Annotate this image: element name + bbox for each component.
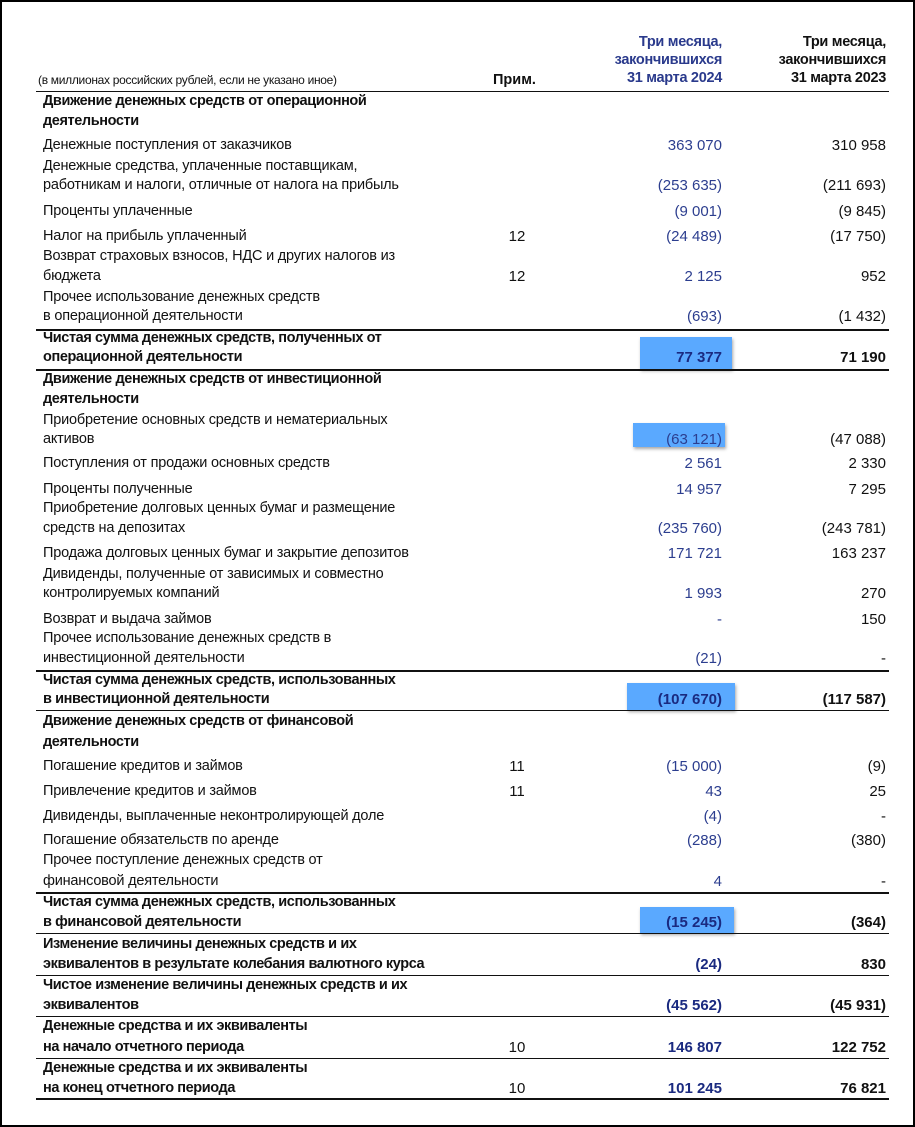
- row-label-line1: Денежные средства, уплаченные поставщикам,: [43, 158, 358, 174]
- value-2024: (15 245): [666, 914, 722, 931]
- value-2024: (253 635): [657, 177, 722, 194]
- row-label-line1: Погашение обязательств по аренде: [43, 832, 279, 848]
- value-2023: 310 958: [831, 137, 886, 154]
- value-2023: 76 821: [840, 1080, 886, 1097]
- row-label-line1: Проценты уплаченные: [43, 203, 193, 219]
- value-2023: (17 750): [830, 228, 886, 245]
- column-header-2024: [615, 33, 722, 87]
- row-label-line1: Чистая сумма денежных средств, использованных: [43, 894, 396, 910]
- row-label-line2: средств на депозитах: [43, 520, 186, 536]
- value-2024: (235 760): [657, 520, 722, 537]
- row-label-line2: бюджета: [43, 268, 101, 284]
- value-2024: (4): [703, 808, 722, 825]
- col-2024-line3: 31 марта 2024: [627, 70, 722, 86]
- value-2023: 71 190: [840, 349, 886, 366]
- row-label-line2: активов: [43, 431, 95, 447]
- value-2023: 2 330: [848, 455, 886, 472]
- value-2024: (63 121): [666, 431, 722, 448]
- row-rule: [36, 975, 889, 976]
- value-2023: (9): [867, 758, 886, 775]
- value-2024: 2 561: [684, 455, 722, 472]
- row-label-line1: Приобретение основных средств и нематериальных: [43, 412, 388, 428]
- note-column-header: Прим.: [493, 72, 536, 88]
- row-rule: [36, 1058, 889, 1059]
- col-2023-line1: Три месяца,: [802, 34, 886, 50]
- units-note: (в миллионах российских рублей, если не указано иное): [38, 73, 337, 87]
- row-label-line2: на начало отчетного периода: [43, 1039, 244, 1055]
- value-2024: (693): [686, 308, 722, 325]
- row-label-line1: Погашение кредитов и займов: [43, 758, 243, 774]
- value-2023: (243 781): [821, 520, 886, 537]
- value-2024: 14 957: [676, 481, 722, 498]
- note-ref: 11: [509, 758, 525, 775]
- row-rule: [36, 1016, 889, 1017]
- row-label-line1: Поступления от продажи основных средств: [43, 455, 330, 471]
- value-2023: (47 088): [830, 431, 886, 448]
- value-2024: 2 125: [684, 268, 722, 285]
- header-rule: [36, 91, 889, 92]
- row-label-line2: в инвестиционной деятельности: [43, 691, 270, 707]
- row-label-line1: Дивиденды, полученные от зависимых и совместно: [43, 566, 384, 582]
- row-label-line1: Чистая сумма денежных средств, полученных от: [43, 330, 382, 346]
- value-2024: (21): [695, 650, 722, 667]
- row-label-line1: Чистая сумма денежных средств, использованных: [43, 672, 396, 688]
- row-label-line2: деятельности: [43, 734, 139, 750]
- value-2023: (211 693): [822, 177, 886, 194]
- row-label-line1: Возврат страховых взносов, НДС и других налогов из: [43, 248, 395, 264]
- value-2024: 1 993: [684, 585, 722, 602]
- value-2023: -: [881, 808, 886, 825]
- value-2024: (107 670): [657, 691, 722, 708]
- value-2024: (24): [695, 956, 722, 973]
- row-label-line1: Налог на прибыль уплаченный: [43, 228, 247, 244]
- row-label-line2: контролируемых компаний: [43, 585, 220, 601]
- row-label-line1: Прочее использование денежных средств: [43, 289, 320, 305]
- row-label-line2: деятельности: [43, 391, 139, 407]
- row-label-line2: в финансовой деятельности: [43, 914, 242, 930]
- row-label-line2: операционной деятельности: [43, 349, 243, 365]
- row-rule: [36, 710, 889, 711]
- value-2023: 163 237: [831, 545, 886, 562]
- row-label-line1: Приобретение долговых ценных бумаг и размещение: [43, 500, 396, 516]
- row-rule: [36, 933, 889, 934]
- row-label-line1: Движение денежных средств от инвестиционной: [43, 371, 382, 387]
- value-2023: 122 752: [831, 1039, 886, 1056]
- value-2023: 25: [869, 783, 886, 800]
- note-ref: 12: [508, 268, 526, 285]
- value-2023: (9 845): [838, 203, 886, 220]
- value-2023: (45 931): [830, 997, 886, 1014]
- value-2024: 43: [705, 783, 722, 800]
- row-label-line1: Проценты полученные: [43, 481, 193, 497]
- value-2023: -: [881, 873, 886, 890]
- value-2024: (288): [686, 832, 722, 849]
- value-2023: 270: [860, 585, 886, 602]
- row-label-line2: финансовой деятельности: [43, 873, 219, 889]
- row-label-line1: Привлечение кредитов и займов: [43, 783, 257, 799]
- value-2024: (45 562): [666, 997, 722, 1014]
- row-label-line1: Продажа долговых ценных бумаг и закрытие депозитов: [43, 545, 409, 561]
- value-2023: (1 432): [838, 308, 886, 325]
- value-2024: 4: [713, 873, 722, 890]
- row-label-line1: Денежные средства и их эквиваленты: [43, 1060, 308, 1076]
- row-rule: [36, 1098, 889, 1100]
- row-label-line1: Изменение величины денежных средств и их: [43, 936, 357, 952]
- col-2024-line1: Три месяца,: [638, 34, 722, 50]
- col-2024-line2: закончившихся: [614, 52, 722, 68]
- row-label-line1: Чистое изменение величины денежных средств и их: [43, 977, 408, 993]
- row-label-line2: в операционной деятельности: [43, 308, 243, 324]
- value-2023: (364): [850, 914, 886, 931]
- row-label-line2: работникам и налоги, отличные от налога на прибыль: [43, 177, 399, 193]
- value-2024: 77 377: [676, 349, 722, 366]
- row-label-line2: эквивалентов: [43, 997, 139, 1013]
- row-label-line1: Прочее поступление денежных средств от: [43, 852, 323, 868]
- value-2024: (9 001): [674, 203, 722, 220]
- value-2023: (380): [850, 832, 886, 849]
- row-label-line1: Прочее использование денежных средств в: [43, 630, 332, 646]
- value-2023: (117 587): [822, 691, 886, 708]
- value-2023: 830: [860, 956, 886, 973]
- value-2024: 171 721: [667, 545, 722, 562]
- column-header-2023: [779, 33, 886, 87]
- row-label-line2: на конец отчетного периода: [43, 1080, 236, 1096]
- note-ref: 10: [508, 1039, 526, 1056]
- row-label-line1: Денежные поступления от заказчиков: [43, 137, 292, 153]
- value-2023: -: [881, 650, 886, 667]
- value-2024: 363 070: [667, 137, 722, 154]
- value-2023: 150: [860, 611, 886, 628]
- row-label-line1: Движение денежных средств от финансовой: [43, 713, 354, 729]
- col-2023-line2: закончившихся: [778, 52, 886, 68]
- value-2023: 952: [860, 268, 886, 285]
- row-label-line2: деятельности: [43, 113, 139, 129]
- row-label-line1: Денежные средства и их эквиваленты: [43, 1018, 308, 1034]
- value-2024: -: [717, 611, 722, 628]
- note-ref: 12: [508, 228, 526, 245]
- value-2024: 101 245: [667, 1080, 722, 1097]
- row-label-line1: Движение денежных средств от операционной: [43, 93, 367, 109]
- row-label-line1: Возврат и выдача займов: [43, 611, 212, 627]
- value-2024: 146 807: [667, 1039, 722, 1056]
- row-label-line2: инвестиционной деятельности: [43, 650, 245, 666]
- note-ref: 11: [509, 783, 525, 800]
- note-ref: 10: [508, 1080, 526, 1097]
- value-2024: (15 000): [666, 758, 722, 775]
- row-label-line2: эквивалентов в результате колебания валютного курса: [43, 956, 425, 972]
- row-label-line1: Дивиденды, выплаченные неконтролирующей доле: [43, 808, 385, 824]
- value-2024: (24 489): [666, 228, 722, 245]
- col-2023-line3: 31 марта 2023: [791, 70, 886, 86]
- value-2023: 7 295: [848, 481, 886, 498]
